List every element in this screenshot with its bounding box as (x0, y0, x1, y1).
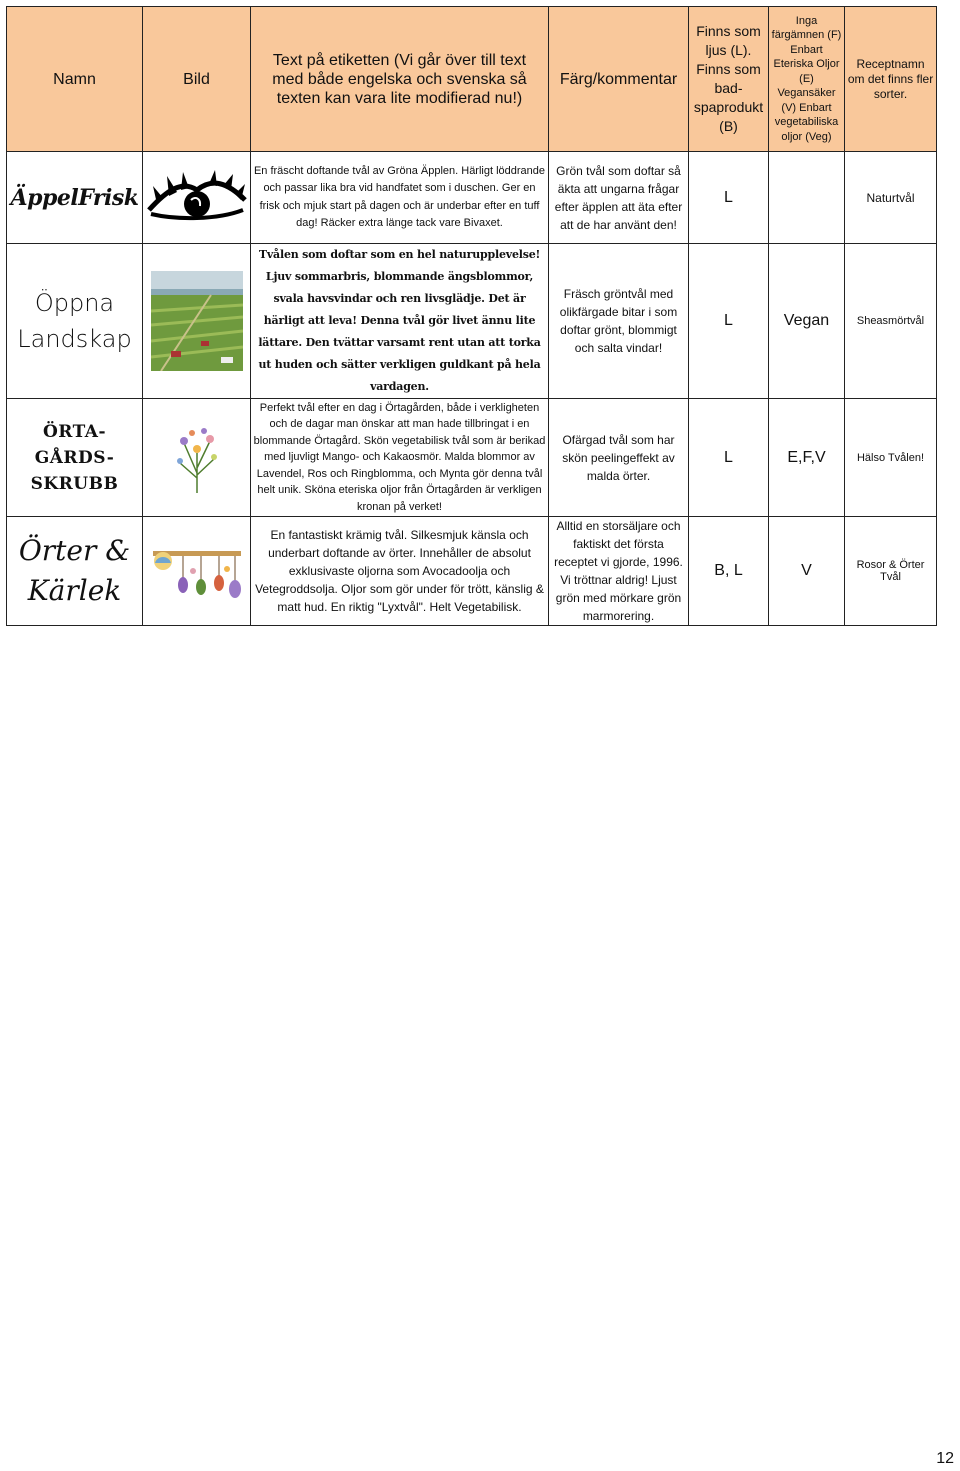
page-number: 12 (936, 1450, 954, 1467)
recipe-name: Naturtvål (845, 152, 937, 244)
recipe-name: Sheasmörtvål (845, 244, 937, 399)
color-comment: Fräsch gröntvål med olikfärgade bitar i som doftar grönt, blommigt och salta vindar! (549, 244, 689, 399)
ingredients: Vegan (769, 244, 845, 399)
label-text: En fräscht doftande tvål av Gröna Äpplen. Härligt löddrande och passar lika bra vid handfatet som i duschen. Ger en frisk och mjuk start på dagen och är underbar efter en tuff dag! Räcker extra länge tack vare Bivaxet. (251, 152, 549, 244)
recipe-name: Hälso Tvålen! (845, 399, 937, 517)
apple-branch-icon (147, 170, 247, 226)
color-comment: Alltid en storsäljare och faktiskt det första receptet vi gjorde, 1996. Vi tröttnar aldrig! Ljust grön med mörkare grön marmorering. (549, 517, 689, 626)
ingredients: V (769, 517, 845, 626)
product-table (6, 6, 937, 626)
product-name: ÖRTA-GÅRDS-SKRUBB (7, 399, 143, 517)
product-name: ÄppelFrisk (7, 152, 143, 244)
color-comment: Ofärgad tvål som har skön peelingeffekt av malda örter. (549, 399, 689, 517)
header-row (7, 7, 937, 152)
product-name: Örter & Kärlek (7, 517, 143, 626)
recipe-name: Rosor & Örter Tvål (845, 517, 937, 626)
availability: L (689, 152, 769, 244)
hanging-herbs-icon (149, 541, 245, 601)
availability: L (689, 244, 769, 399)
product-name: Öppna Landskap (7, 244, 143, 399)
table-row (7, 244, 937, 399)
table-row (7, 152, 937, 244)
label-text: Perfekt tvål efter en dag i Örtagården, både i verkligheten och de dagar man önskar att man hade tillbringat i en blommande Örtagård. Skön vegetabilisk tvål som är berikad med ljuvligt Mango- och Kakaosmör. Malda blommor av Lavendel, Ros och Ringblomma, och Mynta gör denna tvål helt unik. Sköna eteriska oljor från Örtagården är verkligen kronan på verket! (251, 399, 549, 517)
header-availability: Finns som ljus (L). Finns som bad-spaprodukt (B) (689, 7, 769, 152)
ingredients (769, 152, 845, 244)
herb-bouquet-icon (172, 423, 222, 493)
table-row (7, 399, 937, 517)
label-text: Tvålen som doftar som en hel naturupplevelse! Ljuv sommarbris, blommande ängsblommor, svala havsvindar och ren livsglädje. Det är härligt att leva! Denna tvål gör livet ännu lite lättare. Den tvättar varsamt rent utan att torka ut huden och sätter verkligen guldkant på hela vardagen. (251, 244, 549, 399)
header-label-text: Text på etiketten (Vi går över till text med både engelska och svenska så texten kan vara lite modifierad nu!) (251, 7, 549, 152)
product-image (143, 152, 251, 244)
color-comment: Grön tvål som doftar så äkta att ungarna frågar efter äpplen att äta efter att de har använt den! (549, 152, 689, 244)
product-image (143, 399, 251, 517)
availability: L (689, 399, 769, 517)
landscape-photo (151, 271, 243, 371)
table-row (7, 517, 937, 626)
header-color: Färg/kommentar (549, 7, 689, 152)
availability: B, L (689, 517, 769, 626)
header-image: Bild (143, 7, 251, 152)
label-text: En fantastiskt krämig tvål. Silkesmjuk känsla och underbart doftande av örter. Innehåller de absolut exklusivaste oljorna som Avocadoolja och Vetegroddsolja. Oljor som gör under för trött, känslig & matt hud. En riktig "Lyxtvål". Helt Vegetabilisk. (251, 517, 549, 626)
header-name: Namn (7, 7, 143, 152)
header-recipe: Receptnamn om det finns fler sorter. (845, 7, 937, 152)
header-ingredients: Inga färgämnen (F) Enbart Eteriska Oljor (E) Vegansäker (V) Enbart vegetabiliska oljor (Veg) (769, 7, 845, 152)
product-image (143, 517, 251, 626)
product-image (143, 244, 251, 399)
ingredients: E,F,V (769, 399, 845, 517)
